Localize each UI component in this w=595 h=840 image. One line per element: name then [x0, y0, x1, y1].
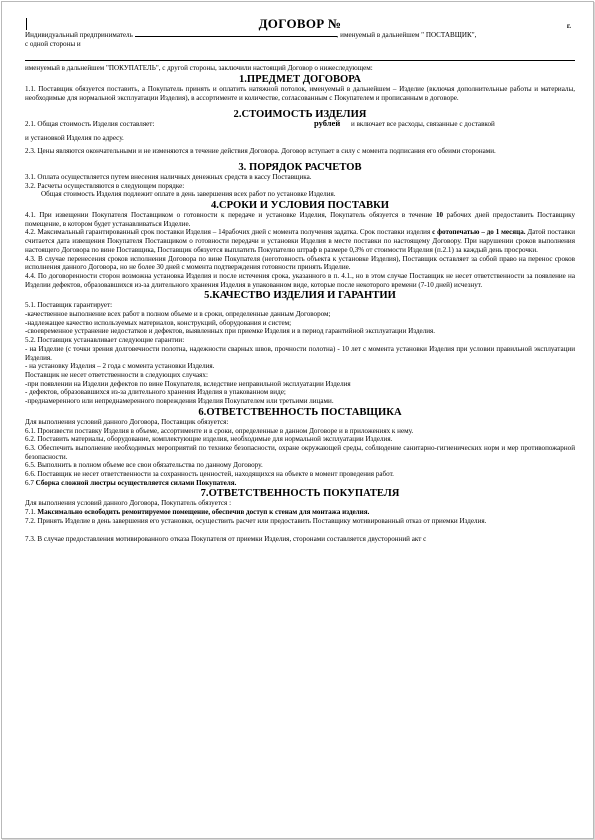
preamble-line-2: с одной стороны и [25, 39, 81, 48]
preamble-line-3: именуемый в дальнейшем "ПОКУПАТЕЛЬ", с другой стороны, заключили настоящий Договор о нижеследующем: [25, 64, 373, 73]
clause-2-1-text: 2.1. Общая стоимость Изделия составляет: [25, 119, 155, 128]
document-frame [1, 1, 594, 839]
clause-5-line: -при появлении на Изделии дефектов по вине Покупателя, вследствие неправильной эксплуатации Изделия [25, 379, 351, 388]
clause-5-line: -качественное выполнение всех работ в полном объеме и в сроки, определенные данным Договором; [25, 310, 331, 319]
rubles-label: рублей [314, 117, 341, 128]
preamble-supplier-label: , именуемый в дальнейшем " ПОСТАВЩИК", [336, 31, 477, 39]
clause-7-2: 7.2. Принять Изделие в день завершения его установки, осуществить расчет или предоставить Поставщику мотивированный отказ от приемки Изделия. [25, 516, 487, 525]
clause-2-1-cont: и установкой Изделия по адресу. [25, 133, 124, 142]
clause-1-1: 1.1. Поставщик обязуется поставить, а Покупатель принять и оплатить натяжной потолок, именуемый в дальнейшем – Изделие (включая дополнительные работы и материалы, необходимые для нормальной эксплуатации Изделия), в ассортименте и количестве, согласованным с Покупателем и прописанным в договоре. [25, 85, 575, 102]
clause-4-1-days: 10 [435, 211, 444, 220]
clause-4-4: 4.4. По договоренности сторон возможна установка Изделия и после истечения срока, указанного в п. 4.1., но в этом случае Поставщик не несет ответственности за появление на Изделии дефектов, образовавшихся из-за длительного хранения Изделия в упакованном виде, которые после некоторого времени (7-10 дней) исчезнут. [25, 271, 575, 289]
buyer-name-blank [25, 60, 575, 61]
clause-7-1-number: 7.1. [25, 508, 38, 517]
year-suffix: г. [566, 22, 571, 30]
clause-4-2-bold: с фотопечатью – до 1 месяца. [432, 228, 526, 237]
clause-7-intro: Для выполнения условий данного Договора, Покупатель обязуется : [25, 499, 232, 508]
section-1-title: 1.ПРЕДМЕТ ДОГОВОРА [238, 74, 362, 86]
clause-7-1 [25, 508, 575, 517]
clause-5-line: -преднамеренного или непреднамеренного повреждения Изделия Покупателем или третьими лицами. [25, 397, 334, 406]
clause-7-3: 7.3. В случае предоставления мотивированного отказа Покупателя от приемки Изделия, сторонами составляется двусторонний акт с [25, 534, 427, 543]
clause-3-2-detail: Общая стоимость Изделия подлежит оплате в день завершения всех работ по установке Изделия. [41, 190, 336, 199]
clause-4-2-tail: Датой поставки считается дата извещения Покупателя Поставщиком о готовности передачи и установки Изделия в месте поставки по настоящему Договору. При нарушении сроков выполнения настоящего Договора по вине Поставщика, Поставщик обязуется выплатить Покупателю штраф в размере 0,3% от стоимости Изделия (п.2.1) за каждый день просрочки. [25, 228, 576, 254]
section-2-title: 2.СТОИМОСТЬ ИЗДЕЛИЯ [233, 108, 367, 120]
clause-5-line: 5.1. Поставщик гарантирует: [25, 301, 113, 310]
clause-6-line: Для выполнения условий данного Договора, Поставщик обязуется: [25, 417, 229, 426]
clause-3-1: 3.1. Оплата осуществляется путем внесения наличных денежных средств в кассу Поставщика. [25, 172, 312, 181]
clause-2-3: 2.3. Цены являются окончательными и не изменяются в течение действия Договора. Договор вступает в силу с момента подписания его обеими сторонами. [25, 147, 496, 156]
clause-6-7-number: 6.7 [25, 478, 36, 487]
section-7-title: 7.ОТВЕТСТВЕННОСТЬ ПОКУПАТЕЛЯ [200, 488, 400, 500]
section-4-title: 4.СРОКИ И УСЛОВИЯ ПОСТАВКИ [210, 200, 390, 212]
clause-6-line: 6.1. Произвести поставку Изделия в объеме, ассортименте и в сроки, определенные в данном Договоре и в приложениях к нему. [25, 426, 414, 435]
clause-5-line: -надлежащее качество используемых материалов, конструкций, оборудования и систем; [25, 318, 292, 327]
clause-6-line: 6.3. Обеспечить выполнение необходимых мероприятий по технике безопасности, охране окружающей среды, соблюдение санитарно-гигиенических норм и мер противопожарной безопасности. [25, 443, 575, 461]
clause-4-1-tail: рабочих дней предоставить Поставщику помещение, в котором будет устанавливаться Изделие. [25, 211, 575, 228]
clause-2-1 [25, 117, 575, 129]
clause-5-line: - на Изделие (с точки зрения долговечности полотна, надежности сварных швов, прочности полотна) - 10 лет с момента установки Изделия при условии правильной эксплуатации Изделия. [25, 344, 575, 362]
clause-6-line: 6.5. Выполнить в полном объеме все свои обязательства по данному Договору. [25, 461, 263, 470]
clause-6-7-text: Сборка сложной люстры осуществляется силами Покупателя. [35, 478, 237, 487]
clause-2-1-tail: и включает все расходы, связанные с доставкой [351, 119, 495, 128]
clause-3-2: 3.2. Расчеты осуществляются в следующем порядке: [25, 181, 185, 190]
clause-5-line: -своевременное устранение недостатков и дефектов, выявленных при приемке Изделия и в период гарантийной эксплуатации Изделия. [25, 327, 436, 336]
clause-6-line: 6.6. Поставщик не несет ответственности за сохранность ценностей, находящихся на объекте в момент проведения работ. [25, 470, 394, 479]
clause-5-line: 5.2. Поставщик устанавливает следующие гарантии: [25, 336, 185, 345]
document-title: ДОГОВОР № [258, 16, 342, 31]
clause-6-line: 6.2. Поставить материалы, оборудование, комплектующие изделия, необходимые для нормальной эксплуатации Изделия. [25, 435, 393, 444]
clause-5-line: Поставщик не несет ответственности в следующих случаях: [25, 370, 208, 379]
clause-6-7 [25, 479, 575, 488]
preamble-entrepreneur-label: Индивидуальный предприниматель [25, 31, 133, 39]
clause-5-line: - на установку Изделия – 2 года с момента установки Изделия. [25, 362, 215, 371]
section-3-title: 3. ПОРЯДОК РАСЧЕТОВ [238, 161, 362, 173]
document-page [25, 16, 575, 543]
clause-4-3: 4.3. В случае перенесения сроков исполнения Договора по вине Покупателя (неготовность объекта к установке Изделия), Поставщик оставляет за собой право на перенос сроков исполнения данного Договора, но не более 30 дней с момента подтверждения готовности принять Изделие. [25, 254, 575, 272]
clause-4-1 [25, 211, 575, 228]
entrepreneur-name-blank [135, 36, 337, 37]
document-header [25, 16, 575, 31]
clause-4-2-text: 4.2. Максимальный гарантированный срок поставки Изделия – 14рабочих дней с момента получения задатка. Срок поставки изделия [25, 228, 433, 237]
preamble-line-1 [25, 31, 575, 40]
clause-7-1-text: Максимально освободить ремонтируемое помещение, обеспечив доступ к стенам для монтажа изделия. [37, 508, 370, 517]
clause-4-1-text: 4.1. При извещении Покупателя Поставщиком о готовности к передаче и установке Изделия, Покупатель обязуется в течение [25, 211, 436, 220]
clause-5-line: - дефектов, образовавшихся из-за длительного хранения Изделия в упакованном виде; [25, 388, 286, 397]
clause-4-2 [25, 228, 575, 254]
section-5-title: 5.КАЧЕСТВО ИЗДЕЛИЯ И ГАРАНТИИ [204, 290, 396, 302]
section-6-title: 6.ОТВЕТСТВЕННОСТЬ ПОСТАВЩИКА [198, 406, 402, 418]
